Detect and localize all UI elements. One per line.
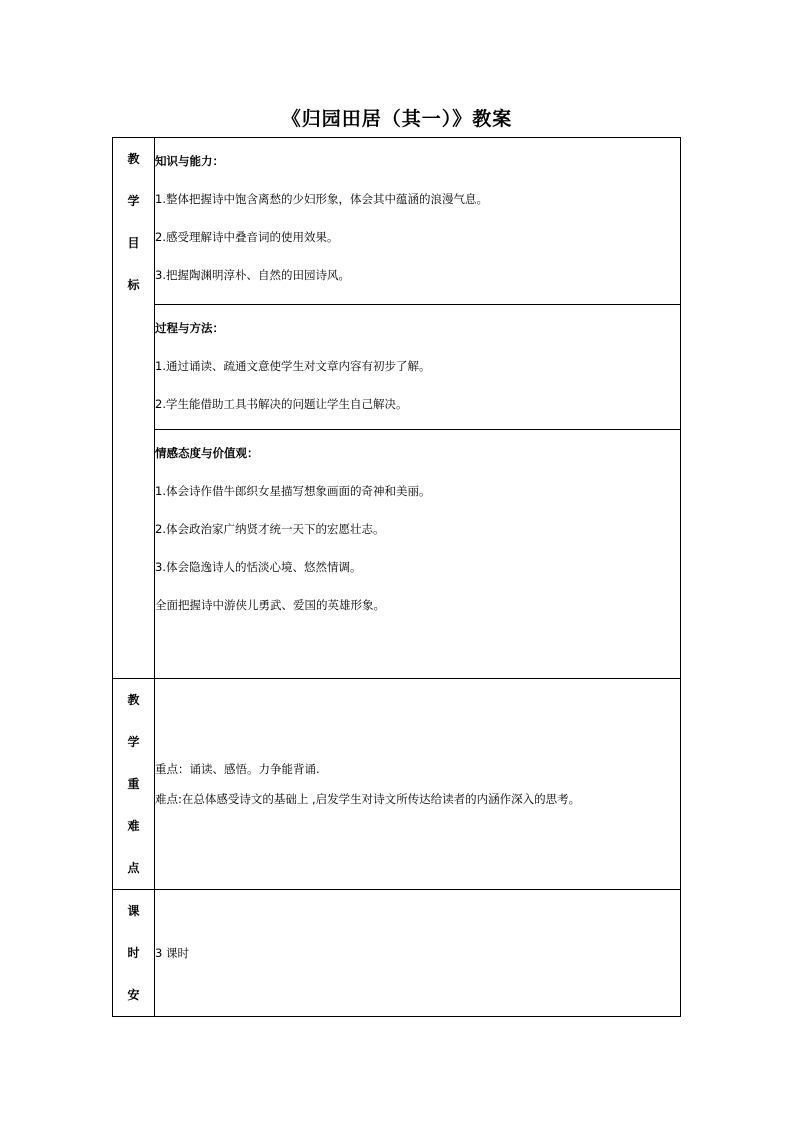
objectives-row-emotion bbox=[113, 430, 681, 679]
difficulty-text: 难点:在总体感受诗文的基础上 ,启发学生对诗文所传达给读者的内涵作深入的思考。 bbox=[155, 792, 581, 806]
schedule-label-char: 时 bbox=[127, 946, 140, 960]
objectives-row-knowledge bbox=[113, 138, 681, 305]
key-points-label-char: 教 bbox=[127, 693, 140, 707]
document-title: 《归园田居（其一）》教案 bbox=[281, 108, 513, 130]
lesson-plan-table bbox=[112, 137, 681, 1017]
knowledge-item: 3.把握陶渊明淳朴、自然的田园诗风。 bbox=[155, 268, 350, 282]
objectives-label-char: 教 bbox=[127, 152, 140, 166]
schedule-label-char: 课 bbox=[127, 904, 140, 918]
key-points-label-char: 重 bbox=[127, 777, 140, 791]
emotion-item: 1.体会诗作借牛郎织女星描写想象画面的奇神和美丽。 bbox=[155, 484, 431, 498]
emotion-item: 全面把握诗中游侠儿勇武、爱国的英雄形象。 bbox=[155, 598, 385, 612]
process-item: 1.通过诵读、疏通文意使学生对文章内容有初步了解。 bbox=[155, 359, 431, 373]
emotion-item: 2.体会政治家广纳贤才统一天下的宏愿壮志。 bbox=[155, 522, 385, 536]
process-heading: 过程与方法： bbox=[155, 321, 224, 335]
key-points-label-char: 难 bbox=[127, 819, 140, 833]
key-points-label-char: 点 bbox=[127, 861, 140, 875]
schedule-section bbox=[155, 890, 681, 1017]
focus-text: 重点：诵读、感悟。力争能背诵. bbox=[155, 762, 320, 776]
key-points-section bbox=[155, 679, 681, 890]
knowledge-item: 1.整体把握诗中饱含离愁的少妇形象，体会其中蕴涵的浪漫气息。 bbox=[155, 192, 488, 206]
emotion-section bbox=[155, 430, 681, 679]
emotion-item: 3.体会隐逸诗人的恬淡心境、悠然情调。 bbox=[155, 560, 362, 574]
objectives-label bbox=[113, 138, 155, 679]
objectives-row-process bbox=[113, 305, 681, 430]
knowledge-heading: 知识与能力： bbox=[155, 154, 224, 168]
emotion-heading: 情感态度与价值观： bbox=[155, 446, 259, 460]
schedule-value: 3 课时 bbox=[155, 946, 189, 960]
schedule-label bbox=[113, 890, 155, 1017]
key-points-label-char: 学 bbox=[127, 735, 140, 749]
objectives-label-char: 标 bbox=[127, 278, 140, 292]
objectives-label-char: 学 bbox=[127, 194, 140, 208]
key-points-label bbox=[113, 679, 155, 890]
objectives-label-char: 目 bbox=[127, 236, 140, 250]
process-item: 2.学生能借助工具书解决的问题让学生自己解决。 bbox=[155, 397, 408, 411]
knowledge-section bbox=[155, 138, 681, 305]
key-points-row bbox=[113, 679, 681, 890]
knowledge-item: 2.感受理解诗中叠音词的使用效果。 bbox=[155, 230, 339, 244]
process-section bbox=[155, 305, 681, 430]
schedule-row bbox=[113, 890, 681, 1017]
schedule-label-char: 安 bbox=[127, 988, 140, 1002]
